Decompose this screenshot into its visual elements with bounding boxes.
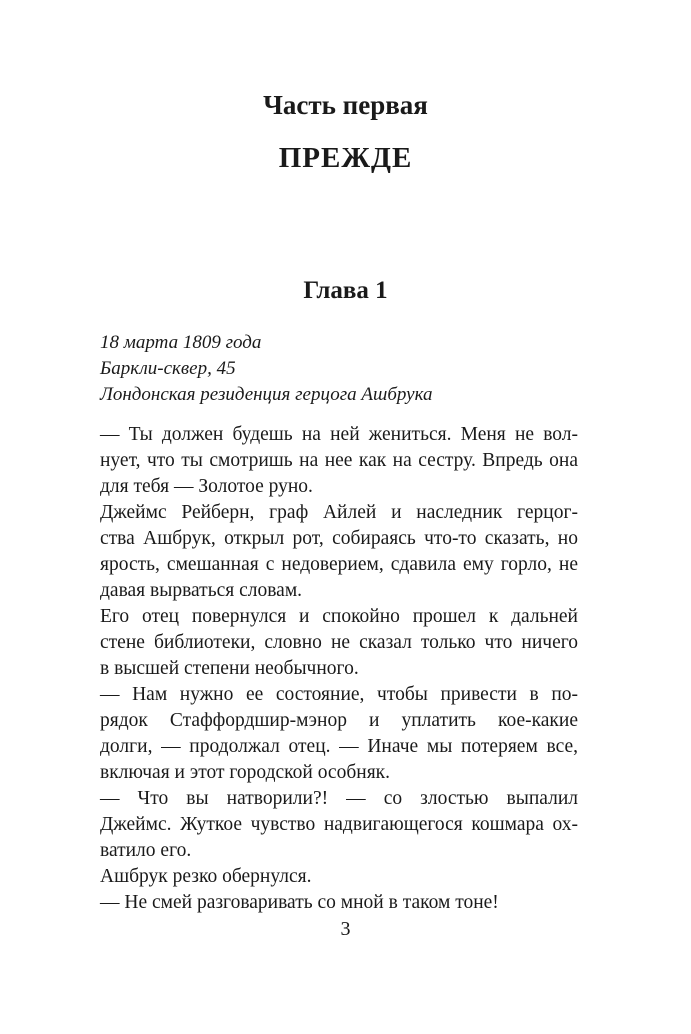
text-line: — Не смей разговаривать со мной в таком тоне! xyxy=(100,892,499,913)
text-line: стене библиотеки, словно не сказал только что ничего xyxy=(100,632,578,653)
paragraph xyxy=(100,682,578,786)
text-line: ватило его. xyxy=(100,840,192,861)
text-line: рядок Стаффордшир-мэнор и уплатить кое-какие xyxy=(100,710,578,731)
epigraph-location: Лондонская резиденция герцога Ашбрука xyxy=(100,384,433,405)
page-number: 3 xyxy=(340,918,351,940)
text-line: нует, что ты смотришь на нее как на сестру. Впредь она xyxy=(100,450,578,471)
text-line: Джеймс Рейберн, граф Айлей и наследник герцог- xyxy=(100,502,578,523)
paragraph xyxy=(100,604,578,682)
paragraph xyxy=(100,864,578,890)
epigraph-date: 18 марта 1809 года xyxy=(100,332,262,353)
epigraph-address: Баркли-сквер, 45 xyxy=(100,358,236,379)
text-line: включая и этот городской особняк. xyxy=(100,762,391,783)
text-line: давая вырваться словам. xyxy=(100,580,303,601)
text-line: ярость, смешанная с недоверием, сдавила ему горло, не xyxy=(100,554,578,575)
text-line: в высшей степени необычного. xyxy=(100,658,359,679)
text-line: Джеймс. Жуткое чувство надвигающегося кошмара ох- xyxy=(100,814,578,835)
text-line: долги, — продолжал отец. — Иначе мы потеряем все, xyxy=(100,736,578,757)
part-title: Часть первая xyxy=(263,90,428,120)
text-line: — Ты должен будешь на ней жениться. Меня не вол- xyxy=(100,424,578,445)
text-line: Его отец повернулся и спокойно прошел к дальней xyxy=(100,606,578,627)
text-line: для тебя — Золотое руно. xyxy=(100,476,313,497)
text-line: Ашбрук резко обернулся. xyxy=(100,866,312,887)
text-line: ства Ашбрук, открыл рот, собираясь что-то сказать, но xyxy=(100,528,578,549)
epigraph xyxy=(100,330,580,408)
paragraph xyxy=(100,422,578,500)
part-subtitle: ПРЕЖДЕ xyxy=(278,142,413,174)
paragraph xyxy=(100,500,578,604)
text-line: — Что вы натворили?! — со злостью выпалил xyxy=(100,788,578,809)
chapter-title: Глава 1 xyxy=(303,277,388,304)
paragraph xyxy=(100,890,578,916)
paragraph xyxy=(100,786,578,864)
text-line: — Нам нужно ее состояние, чтобы привести в по- xyxy=(100,684,578,705)
body-text xyxy=(100,422,578,916)
